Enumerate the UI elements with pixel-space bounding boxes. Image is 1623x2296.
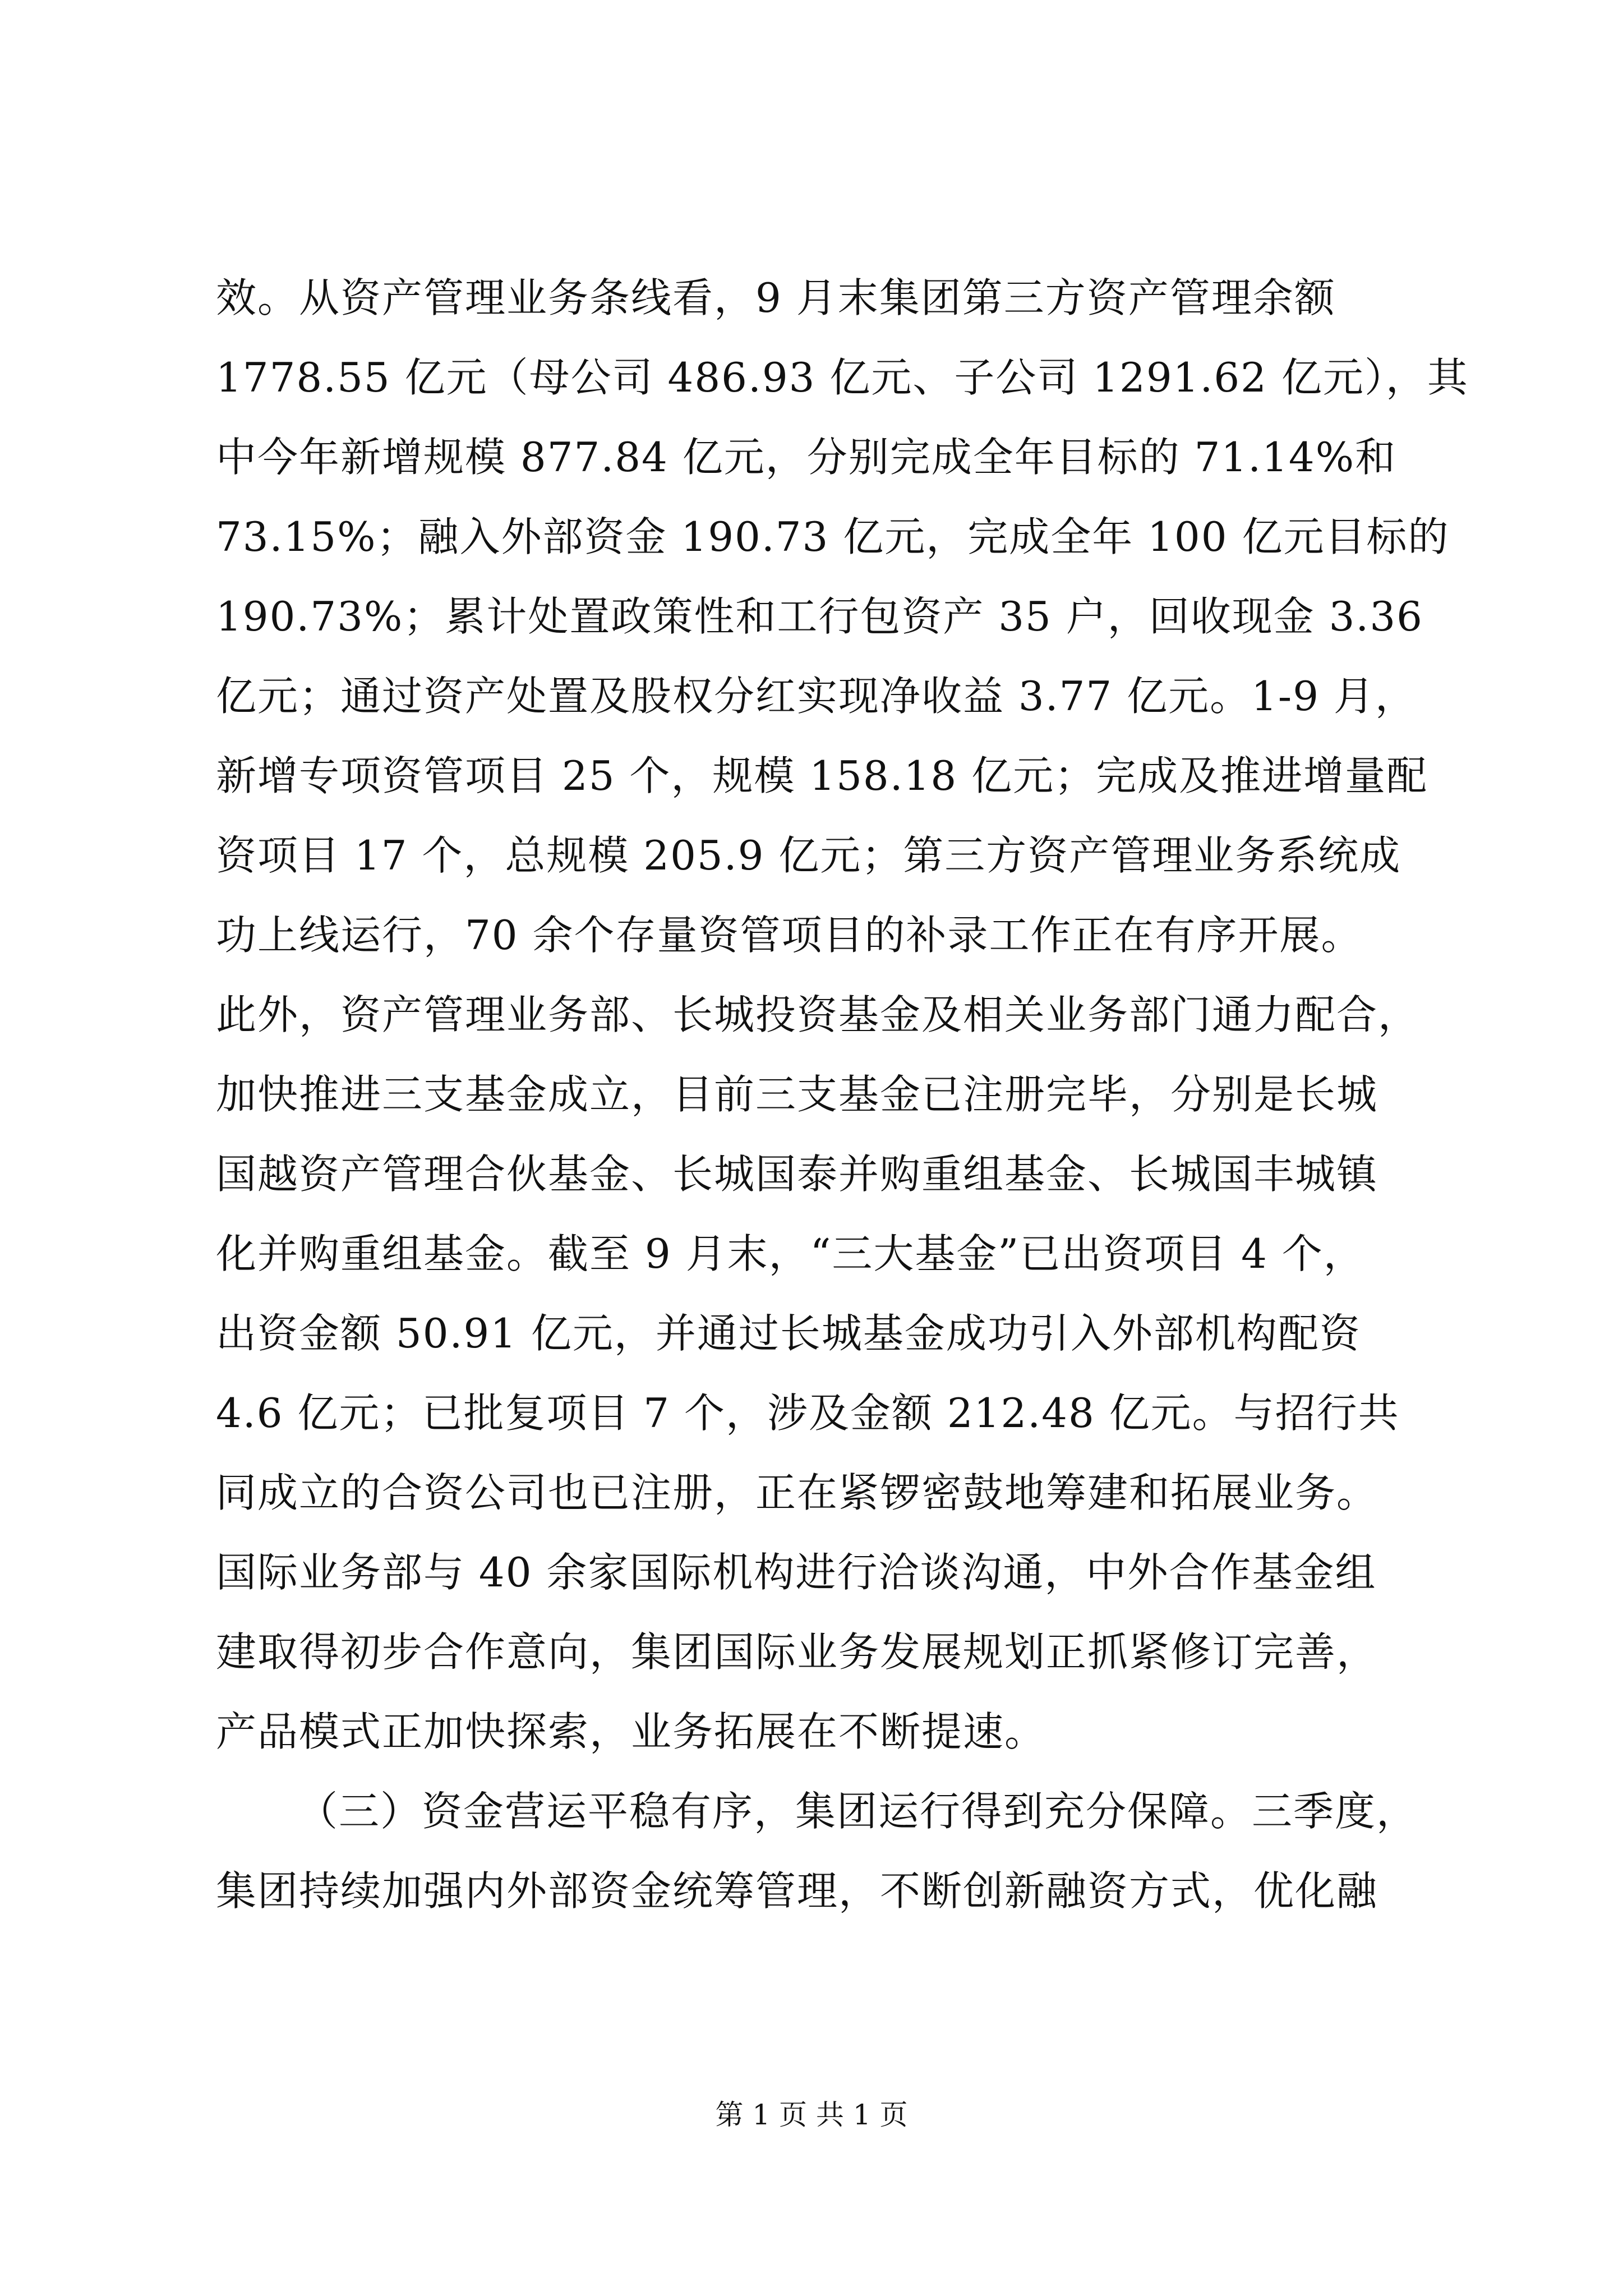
text-line: 4.6 亿元；已批复项目 7 个，涉及金额 212.48 亿元。与招行共: [216, 1389, 1400, 1437]
text-line: 效。从资产管理业务条线看，9 月末集团第三方资产管理余额: [216, 274, 1336, 321]
text-line: 出资金额 50.91 亿元，并通过长城基金成功引入外部机构配资: [216, 1310, 1361, 1357]
text-line: 产品模式正加快探索，业务拓展在不断提速。: [216, 1708, 1046, 1755]
page-footer: 第 1 页 共 1 页: [715, 2099, 908, 2131]
text-line: 加快推进三支基金成立，目前三支基金已注册完毕，分别是长城: [216, 1071, 1378, 1118]
text-line: 建取得初步合作意向，集团国际业务发展规划正抓紧修订完善，: [216, 1628, 1378, 1676]
text-line: 同成立的合资公司也已注册，正在紧锣密鼓地筹建和拓展业务。: [216, 1469, 1378, 1516]
text-line: 新增专项资管项目 25 个，规模 158.18 亿元；完成及推进增量配: [216, 752, 1428, 799]
text-line: 化并购重组基金。截至 9 月末，“三大基金”已出资项目 4 个，: [216, 1230, 1365, 1277]
body-text: [216, 258, 1469, 1931]
text-line: 国越资产管理合伙基金、长城国泰并购重组基金、长城国丰城镇: [216, 1151, 1378, 1198]
text-line: 资项目 17 个，总规模 205.9 亿元；第三方资产管理业务系统成: [216, 832, 1401, 879]
text-line: 集团持续加强内外部资金统筹管理，不断创新融资方式，优化融: [216, 1867, 1378, 1915]
text-line: 73.15%；融入外部资金 190.73 亿元，完成全年 100 亿元目标的: [216, 513, 1450, 560]
text-line: 1778.55 亿元（母公司 486.93 亿元、子公司 1291.62 亿元），其: [216, 354, 1469, 401]
text-line: 中今年新增规模 877.84 亿元，分别完成全年目标的 71.14%和: [216, 434, 1397, 481]
text-line: 此外，资产管理业务部、长城投资基金及相关业务部门通力配合，: [216, 991, 1420, 1038]
text-line: 功上线运行，70 余个存量资管项目的补录工作正在有序开展。: [216, 912, 1363, 959]
paragraph-heading-line: （三）资金营运平稳有序，集团运行得到充分保障。三季度，: [297, 1788, 1418, 1835]
text-line: 国际业务部与 40 余家国际机构进行洽谈沟通，中外合作基金组: [216, 1549, 1377, 1596]
text-line: 190.73%；累计处置政策性和工行包资产 35 户，回收现金 3.36: [216, 593, 1423, 640]
text-line: 亿元；通过资产处置及股权分红实现净收益 3.77 亿元。1-9 月，: [216, 673, 1417, 720]
